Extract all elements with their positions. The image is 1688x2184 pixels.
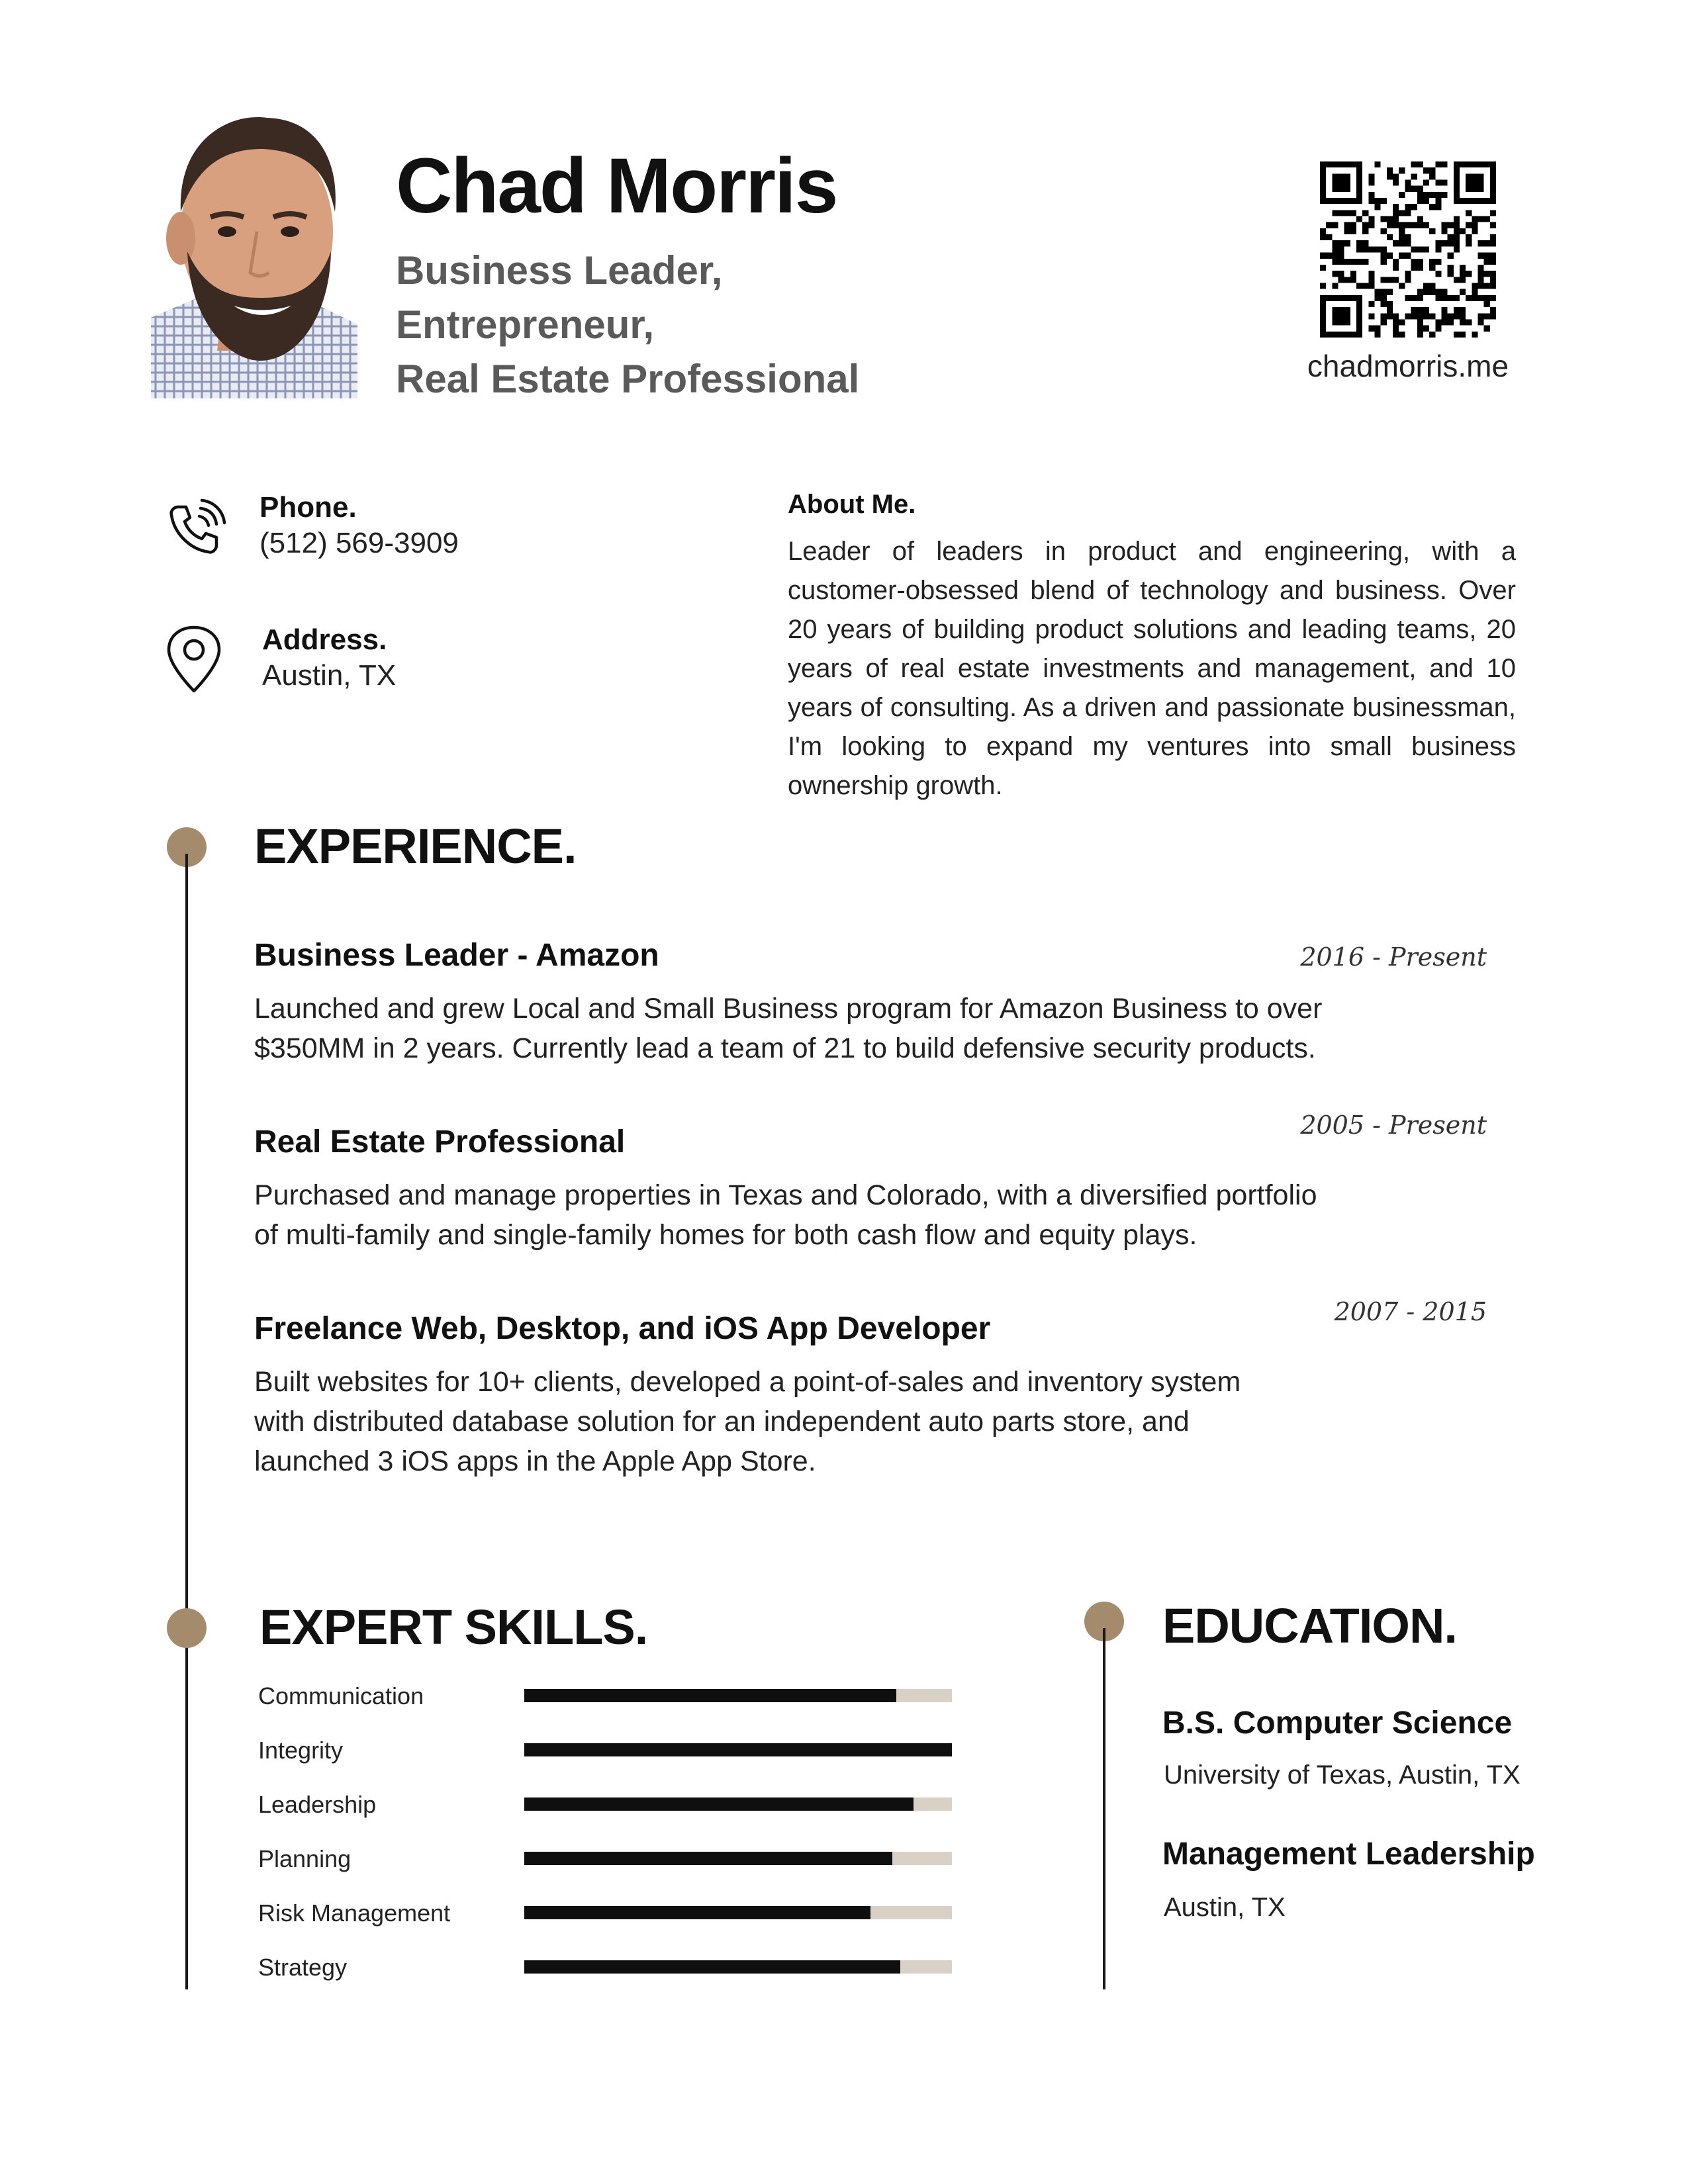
tagline-line: Real Estate Professional — [396, 357, 860, 401]
skill-bar-fill — [524, 1797, 914, 1811]
qr-code — [1320, 161, 1496, 338]
tagline — [396, 244, 992, 406]
job-description — [254, 989, 1340, 1068]
skill-label: Leadership — [258, 1791, 377, 1818]
skills-list — [258, 1674, 960, 2000]
job-description-line: of multi-family and single-family homes for both cash flow and equity plays. — [254, 1219, 1197, 1251]
website-link[interactable]: chadmorris.me — [1307, 349, 1509, 383]
skill-bar-track — [524, 1906, 952, 1919]
skill-label: Risk Management — [258, 1899, 451, 1927]
phone-label: Phone. — [259, 491, 357, 523]
skill-row — [258, 1783, 960, 1837]
skill-bar-fill — [524, 1743, 952, 1756]
education-title: EDUCATION. — [1162, 1598, 1457, 1653]
profile-photo — [151, 99, 357, 398]
about-text: Leader of leaders in product and engineering, with a customer-obsessed blend of technology and business. Over 20 years of building product solutions and leading teams, 20 years of real estate investments and management, and 10 years of consulting. As a driven and passionate businessman, I'm looking to expand my ventures into small business ownership growth. — [788, 537, 1516, 800]
skill-bar-fill — [524, 1960, 900, 1974]
job-title: Business Leader - Amazon — [254, 938, 659, 973]
skill-bar-fill — [524, 1852, 892, 1865]
skill-bar-fill — [524, 1906, 870, 1919]
avatar — [151, 99, 357, 398]
job-description-line: with distributed database solution for an independent auto parts store, and — [254, 1406, 1190, 1437]
skill-label: Integrity — [258, 1737, 344, 1764]
job-description — [254, 1362, 1340, 1481]
job-description-line: Launched and grew Local and Small Business program for Amazon Business to over — [254, 993, 1323, 1024]
skill-bar-track — [524, 1743, 952, 1756]
job-title: Freelance Web, Desktop, and iOS App Developer — [254, 1311, 991, 1346]
job-date: 2007 - 2015 — [1334, 1297, 1487, 1326]
job-date: 2016 - Present — [1300, 942, 1487, 972]
skill-label: Planning — [258, 1845, 352, 1872]
skills-title: EXPERT SKILLS. — [259, 1600, 648, 1655]
timeline-dot-skills — [167, 1608, 207, 1648]
job-description-line: Purchased and manage properties in Texas and Colorado, with a diversified portfolio — [254, 1179, 1317, 1211]
about-title: About Me. — [788, 490, 916, 519]
candidate-name: Chad Morris — [396, 142, 837, 230]
skill-bar-fill — [524, 1689, 896, 1702]
education-degree: B.S. Computer Science — [1162, 1706, 1513, 1741]
phone-value: (512) 569-3909 — [259, 527, 459, 559]
job-description-line: launched 3 iOS apps in the Apple App Store. — [254, 1445, 816, 1477]
qr-code-graphic — [1320, 161, 1496, 338]
experience-title: EXPERIENCE. — [254, 819, 577, 874]
job-description-line: Built websites for 10+ clients, developed a point-of-sales and inventory system — [254, 1366, 1241, 1398]
skill-label: Communication — [258, 1682, 424, 1709]
job-title: Real Estate Professional — [254, 1124, 626, 1160]
job-description — [254, 1175, 1340, 1255]
location-pin-icon — [162, 625, 226, 688]
job-description-line: $350MM in 2 years. Currently lead a team of 21 to build defensive security products. — [254, 1032, 1316, 1064]
address-value: Austin, TX — [262, 659, 397, 692]
skill-bar-track — [524, 1852, 952, 1865]
phone-icon — [162, 498, 226, 561]
skill-bar-track — [524, 1797, 952, 1811]
education-degree: Management Leadership — [1162, 1837, 1535, 1872]
skill-bar-track — [524, 1689, 952, 1702]
address-label: Address. — [262, 623, 387, 656]
education-place: Austin, TX — [1164, 1893, 1286, 1922]
skill-row — [258, 1674, 960, 1729]
skill-label: Strategy — [258, 1954, 348, 1981]
tagline-line: Business Leader, Entrepreneur, — [396, 248, 723, 347]
skill-row — [258, 1729, 960, 1783]
timeline-line-education — [1103, 1628, 1105, 1989]
skill-row — [258, 1837, 960, 1891]
job-date: 2005 - Present — [1300, 1111, 1487, 1140]
skill-bar-track — [524, 1960, 952, 1974]
timeline-line-main — [185, 854, 188, 1989]
skill-row — [258, 1946, 960, 2000]
skill-row — [258, 1891, 960, 1946]
education-place: University of Texas, Austin, TX — [1164, 1760, 1521, 1790]
